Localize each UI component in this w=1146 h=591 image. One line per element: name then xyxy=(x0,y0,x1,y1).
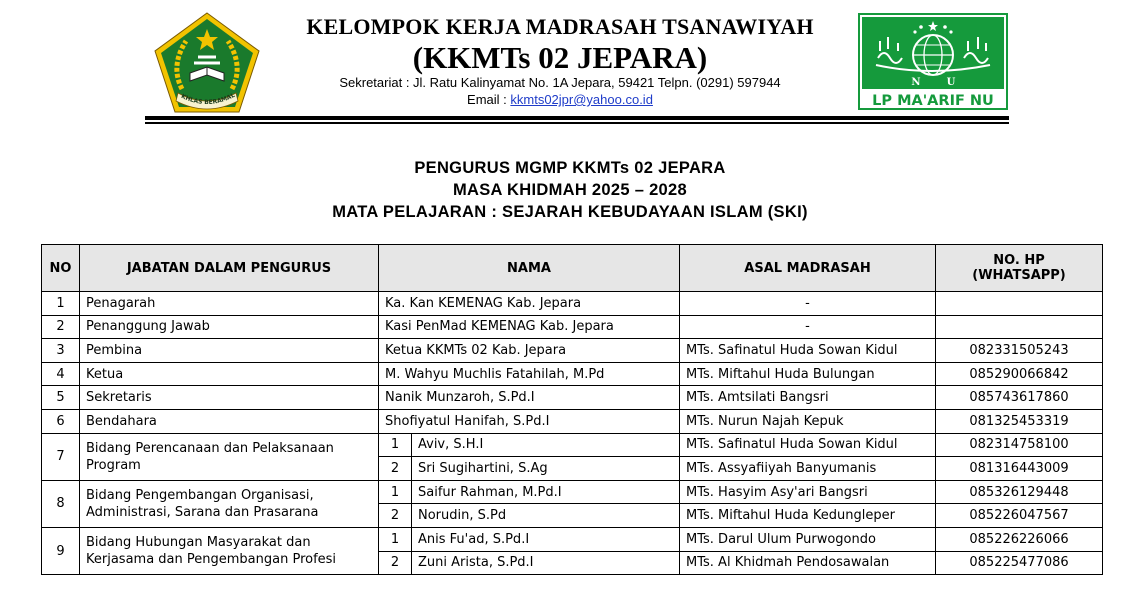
header-rule-thick xyxy=(145,116,1009,120)
cell-nama: Saifur Rahman, M.Pd.I xyxy=(412,480,680,504)
cell-sub-no: 1 xyxy=(379,527,412,551)
table-row xyxy=(42,292,1103,316)
cell-asal: MTs. Miftahul Huda Kedungleper xyxy=(680,504,936,528)
table-row xyxy=(42,315,1103,339)
cell-sub-no: 2 xyxy=(379,504,412,528)
cell-nama: Ketua KKMTs 02 Kab. Jepara xyxy=(379,339,680,363)
table-row xyxy=(42,409,1103,433)
cell-nama: Ka. Kan KEMENAG Kab. Jepara xyxy=(379,292,680,316)
cell-asal: - xyxy=(680,315,936,339)
col-header-no: NO xyxy=(42,245,80,292)
cell-asal: MTs. Hasyim Asy'ari Bangsri xyxy=(680,480,936,504)
doc-title-line1: PENGURUS MGMP KKMTs 02 JEPARA xyxy=(414,159,726,177)
cell-asal: MTs. Safinatul Huda Sowan Kidul xyxy=(680,433,936,457)
cell-asal: MTs. Safinatul Huda Sowan Kidul xyxy=(680,339,936,363)
cell-asal: MTs. Miftahul Huda Bulungan xyxy=(680,362,936,386)
table-row xyxy=(42,527,1103,551)
cell-sub-no: 1 xyxy=(379,433,412,457)
cell-asal: MTs. Amtsilati Bangsri xyxy=(680,386,936,410)
cell-no: 5 xyxy=(42,386,80,410)
cell-no: 3 xyxy=(42,339,80,363)
cell-asal: MTs. Al Khidmah Pendosawalan xyxy=(680,551,936,575)
cell-hp: 081325453319 xyxy=(936,409,1103,433)
table-row xyxy=(42,386,1103,410)
cell-jabatan: Pembina xyxy=(80,339,379,363)
cell-hp: 085290066842 xyxy=(936,362,1103,386)
cell-nama: Sri Sugihartini, S.Ag xyxy=(412,457,680,481)
cell-no: 4 xyxy=(42,362,80,386)
cell-nama: Aviv, S.H.I xyxy=(412,433,680,457)
doc-title-line3: MATA PELAJARAN : SEJARAH KEBUDAYAAN ISLAM (SKI) xyxy=(332,203,808,221)
cell-sub-no: 2 xyxy=(379,457,412,481)
cell-hp: 085226047567 xyxy=(936,504,1103,528)
cell-no: 8 xyxy=(42,480,80,527)
cell-hp: 085226226066 xyxy=(936,527,1103,551)
cell-nama: Nanik Munzaroh, S.Pd.I xyxy=(379,386,680,410)
pengurus-table xyxy=(41,244,1103,575)
cell-hp: 085743617860 xyxy=(936,386,1103,410)
cell-hp: 085326129448 xyxy=(936,480,1103,504)
cell-nama: Shofiyatul Hanifah, S.Pd.I xyxy=(379,409,680,433)
logo-letter-u: U xyxy=(946,77,956,88)
cell-asal: MTs. Darul Ulum Purwogondo xyxy=(680,527,936,551)
doc-title-line2: MASA KHIDMAH 2025 – 2028 xyxy=(452,181,687,199)
cell-hp: 085225477086 xyxy=(936,551,1103,575)
email-link[interactable]: kkmts02jpr@yahoo.co.id xyxy=(510,92,653,107)
cell-jabatan: Sekretaris xyxy=(80,386,379,410)
cell-nama: Zuni Arista, S.Pd.I xyxy=(412,551,680,575)
cell-jabatan: Bidang Pengembangan Organisasi, Administrasi, Sarana dan Prasarana xyxy=(80,480,379,527)
logo-letter-n: N xyxy=(911,77,921,88)
cell-no: 9 xyxy=(42,527,80,574)
cell-nama: Kasi PenMad KEMENAG Kab. Jepara xyxy=(379,315,680,339)
col-header-jabatan: JABATAN DALAM PENGURUS xyxy=(80,245,379,292)
col-header-hp: NO. HP (WHATSAPP) xyxy=(936,245,1103,292)
cell-jabatan: Bidang Perencanaan dan Pelaksanaan Program xyxy=(80,433,379,480)
col-header-nama: NAMA xyxy=(379,245,680,292)
secretariat-address: Sekretariat : Jl. Ratu Kalinyamat No. 1A Jepara, 59421 Telpn. (0291) 597944 xyxy=(339,75,781,90)
table-row xyxy=(42,362,1103,386)
table-header-row xyxy=(42,245,1103,292)
cell-sub-no: 2 xyxy=(379,551,412,575)
table-row xyxy=(42,433,1103,457)
cell-no: 1 xyxy=(42,292,80,316)
cell-jabatan: Bidang Hubungan Masyarakat dan Kerjasama dan Pengembangan Profesi xyxy=(80,527,379,574)
cell-no: 7 xyxy=(42,433,80,480)
cell-sub-no: 1 xyxy=(379,480,412,504)
cell-jabatan: Ketua xyxy=(80,362,379,386)
cell-nama: M. Wahyu Muchlis Fatahilah, M.Pd xyxy=(379,362,680,386)
email-label: Email : xyxy=(467,92,511,107)
cell-nama: Anis Fu'ad, S.Pd.I xyxy=(412,527,680,551)
logo-motto: KHLAS BERAMAL xyxy=(179,91,237,107)
col-header-asal: ASAL MADRASAH xyxy=(680,245,936,292)
logo-caption: LP MA'ARIF NU xyxy=(872,93,994,109)
org-name: KELOMPOK KERJA MADRASAH TSANAWIYAH xyxy=(306,14,814,39)
cell-hp: 081316443009 xyxy=(936,457,1103,481)
cell-hp xyxy=(936,315,1103,339)
cell-hp: 082314758100 xyxy=(936,433,1103,457)
kemenag-logo xyxy=(152,11,262,115)
cell-asal: MTs. Nurun Najah Kepuk xyxy=(680,409,936,433)
cell-no: 2 xyxy=(42,315,80,339)
cell-jabatan: Penagarah xyxy=(80,292,379,316)
cell-jabatan: Bendahara xyxy=(80,409,379,433)
cell-nama: Norudin, S.Pd xyxy=(412,504,680,528)
table-row xyxy=(42,480,1103,504)
org-abbr: (KKMTs 02 JEPARA) xyxy=(412,40,708,75)
cell-hp: 082331505243 xyxy=(936,339,1103,363)
table-row xyxy=(42,339,1103,363)
cell-hp xyxy=(936,292,1103,316)
cell-asal: - xyxy=(680,292,936,316)
cell-asal: MTs. Assyafiiyah Banyumanis xyxy=(680,457,936,481)
header-rule-thin xyxy=(145,122,1009,124)
cell-jabatan: Penanggung Jawab xyxy=(80,315,379,339)
lp-maarif-nu-logo xyxy=(858,13,1008,110)
email-line xyxy=(262,92,858,107)
cell-no: 6 xyxy=(42,409,80,433)
